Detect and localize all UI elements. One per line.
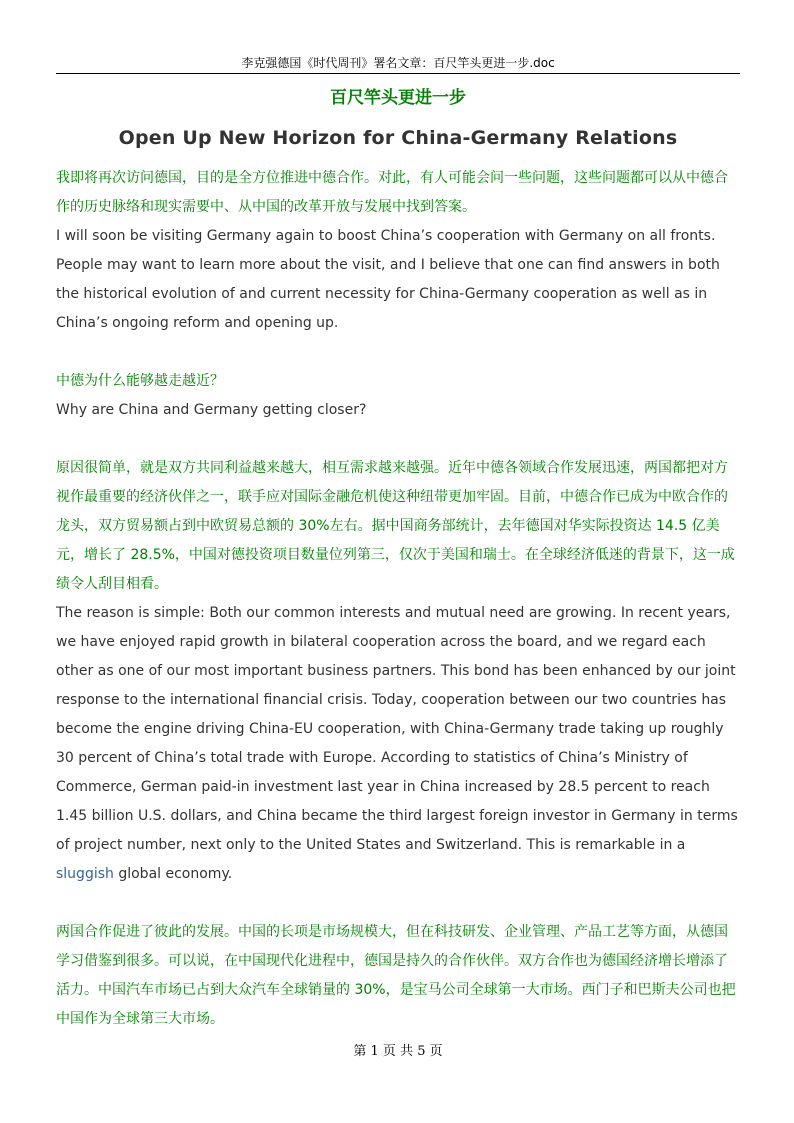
paragraph-3-text-end: global economy. xyxy=(113,866,233,882)
document-body xyxy=(56,164,740,1034)
header-divider xyxy=(56,73,740,74)
paragraph-1-chinese: 我即将再次访问德国，目的是全方位推进中德合作。对此，有人可能会问一些问题，这些问题都可以从中德合作的历史脉络和现实需要中、从中国的改革开放与发展中找到答案。 xyxy=(56,170,728,215)
running-header: 李克强德国《时代周刊》署名文章：百尺竿头更进一步.doc xyxy=(241,56,555,70)
paragraph-1-english: I will soon be visiting Germany again to boost China’s cooperation with Germany on all fronts. People may want to learn more about the visit, and I believe that one can find answers in both the historical evolution of and current necessity for China-Germany cooperation as well as in China’s ongoing reform and opening up. xyxy=(56,228,720,331)
page-number-footer: 第 1 页 共 5 页 xyxy=(353,1044,443,1059)
paragraph-spacer xyxy=(56,889,740,918)
paragraph-3-chinese: 原因很简单，就是双方共同利益越来越大，相互需求越来越强。近年中德各领域合作发展迅速，两国都把对方视作最重要的经济伙伴之一，联手应对国际金融危机使这种纽带更加牢固。目前，中德合作已成为中欧合作的龙头，双方贸易额占到中欧贸易总额的 30%左右。据中国商务部统计，去年德国对华实际投资达 14.5 亿美元，增长了 28.5%，中国对德投资项目数量位列第三，仅次于美国和瑞士。在全球经济低迷的背景下，这一成绩令人刮目相看。 xyxy=(56,460,735,592)
paragraph-4-chinese: 两国合作促进了彼此的发展。中国的长项是市场规模大，但在科技研发、企业管理、产品工艺等方面，从德国学习借鉴到很多。可以说，在中国现代化进程中，德国是持久的合作伙伴。双方合作也为德国经济增长增添了活力。中国汽车市场已占到大众汽车全球销量的 30%，是宝马公司全球第一大市场。西门子和巴斯夫公司也把中国作为全球第三大市场。 xyxy=(56,924,736,1027)
title-english: Open Up New Horizon for China-Germany Relations xyxy=(118,127,678,149)
paragraph-spacer xyxy=(56,338,740,367)
heading-question-chinese: 中德为什么能够越走越近？ xyxy=(56,373,224,389)
paragraph-3-english xyxy=(56,599,740,889)
paragraph-spacer xyxy=(56,425,740,454)
heading-question-english: Why are China and Germany getting closer? xyxy=(56,402,367,418)
title-chinese: 百尺竿头更进一步 xyxy=(330,88,466,108)
sluggish-link[interactable]: sluggish xyxy=(56,866,114,882)
paragraph-3-text-start: The reason is simple: Both our common interests and mutual need are growing. In recent years, we have enjoyed rapid growth in bilateral cooperation across the board, and we regard each other as one of our most important business partners. This bond has been enhanced by our joint response to the international financial crisis. Today, cooperation between our two countries has become the engine driving China-EU cooperation, with China-Germany trade taking up roughly 30 percent of China’s total trade with Europe. According to statistics of China’s Ministry of Commerce, German paid-in investment last year in China increased by 28.5 percent to reach 1.45 billion U.S. dollars, and China became the third largest foreign investor in Germany in terms of project number, next only to the United States and Switzerland. This is remarkable in a xyxy=(56,605,738,853)
